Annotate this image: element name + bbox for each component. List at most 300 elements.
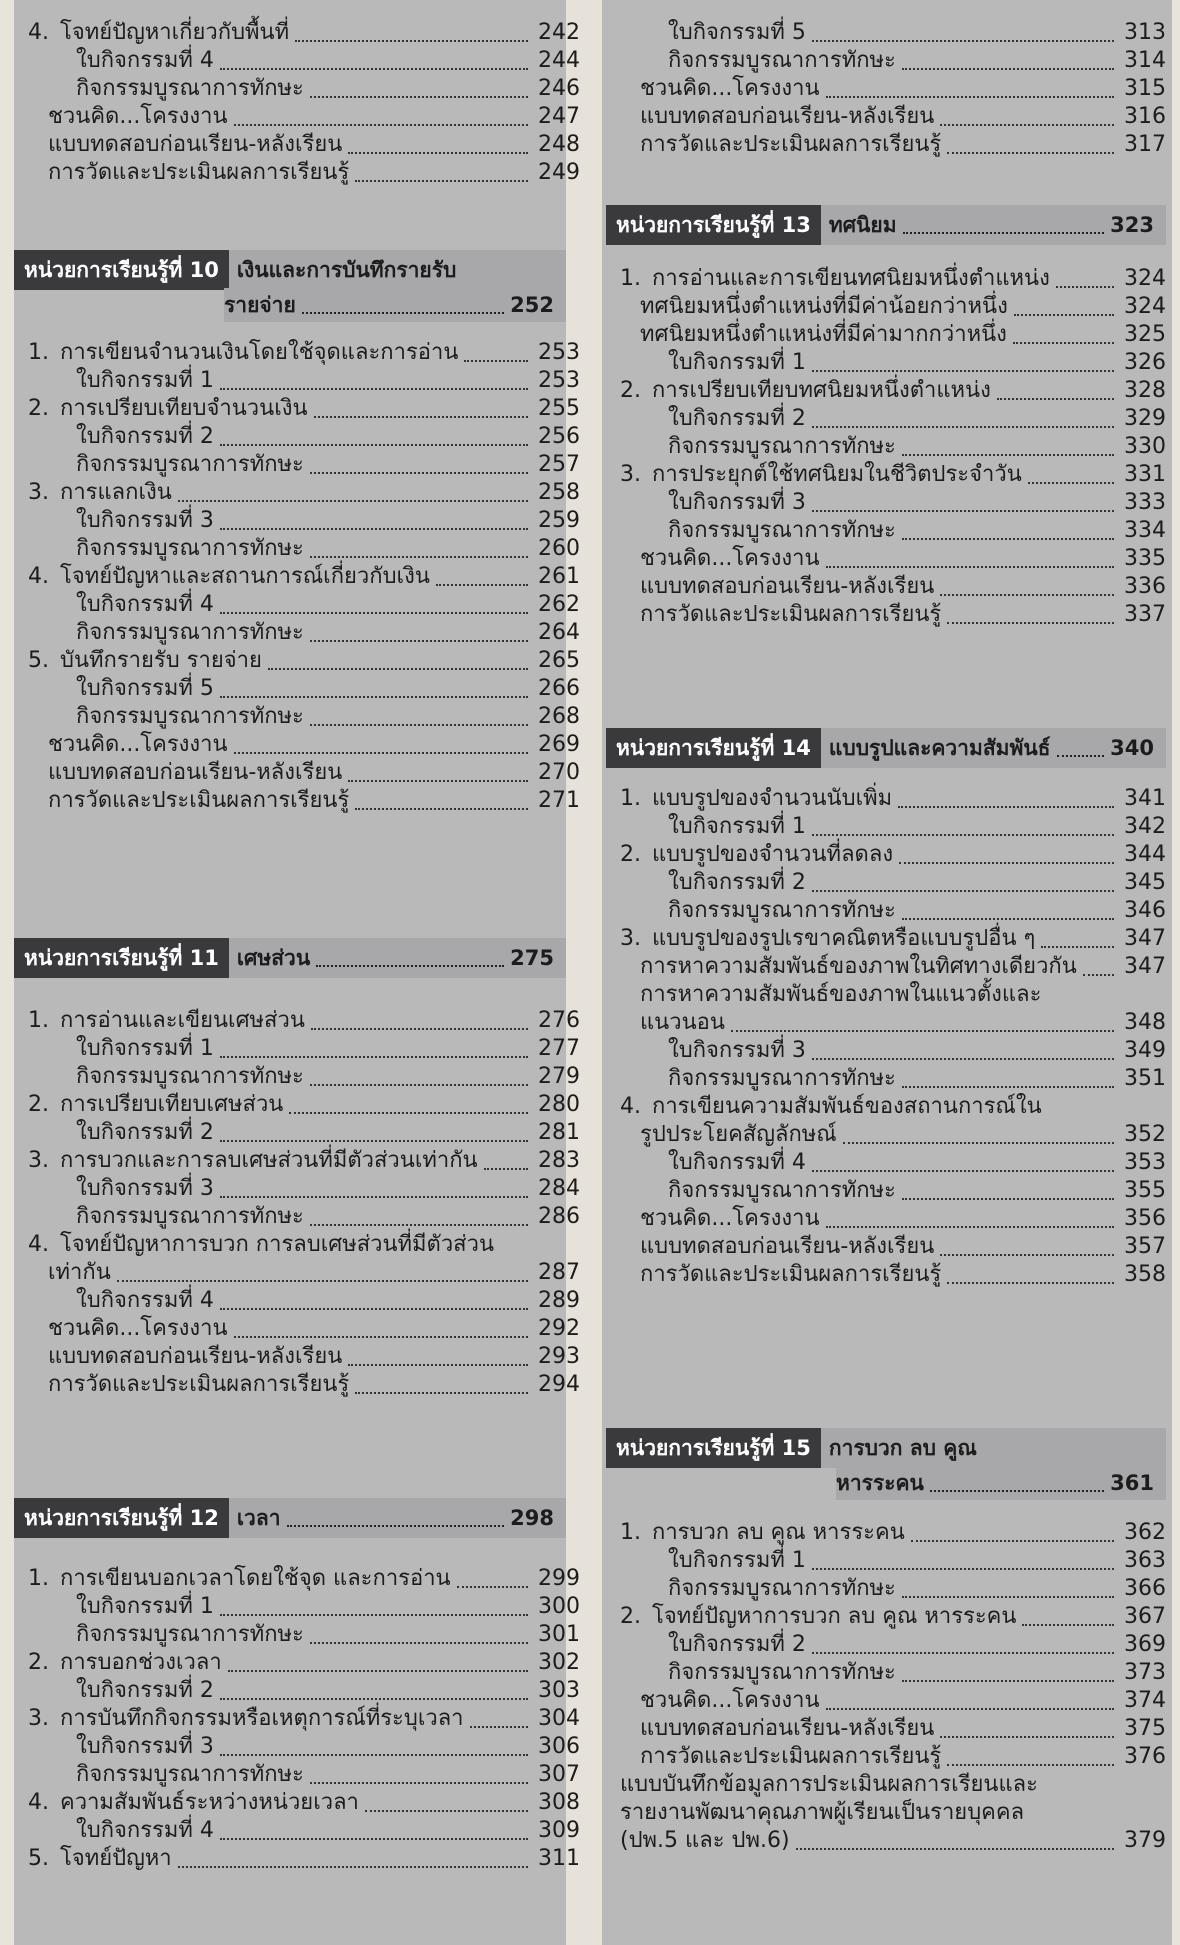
dot-leader [903, 232, 1105, 234]
toc-entry-number: 1. [28, 340, 49, 365]
toc-entry-page: 315 [1124, 76, 1166, 101]
toc-entry-page: 257 [538, 452, 580, 477]
unit-header[interactable] [606, 1428, 1166, 1468]
dot-leader [796, 1848, 1114, 1850]
toc-entry-title: ชวนคิด...โครงงาน [640, 1206, 820, 1231]
toc-entry-title: กิจกรรมบูรณาการทักษะ [668, 1576, 896, 1601]
toc-entry-page: 344 [1124, 842, 1166, 867]
dot-leader [310, 96, 528, 98]
toc-entry-title: แบบรูปของรูปเรขาคณิตหรือแบบรูปอื่น ๆ [652, 926, 1036, 951]
toc-entry-title: แบบบันทึกข้อมูลการประเมินผลการเรียนและ [620, 1772, 1038, 1797]
dot-leader [1013, 342, 1114, 344]
toc-entry-title: การหาความสัมพันธ์ของภาพในแนวตั้งและ [640, 982, 1042, 1007]
toc-entry-title: กิจกรรมบูรณาการทักษะ [668, 434, 896, 459]
dot-leader [470, 1726, 528, 1728]
dot-leader [947, 1764, 1114, 1766]
dot-leader [295, 40, 528, 42]
dot-leader [117, 1280, 528, 1282]
toc-entry-title: ใบกิจกรรมที่ 1 [76, 368, 214, 393]
toc-entry-page: 341 [1124, 786, 1166, 811]
toc-entry-title: ใบกิจกรรมที่ 2 [76, 1678, 214, 1703]
unit-title: เวลา [236, 1505, 281, 1530]
toc-entry-number: 5. [28, 1846, 49, 1871]
dot-leader [1022, 1624, 1114, 1626]
toc-entry-page: 280 [538, 1092, 580, 1117]
toc-entry-page: 299 [538, 1566, 580, 1591]
dot-leader [365, 1810, 528, 1812]
toc-entry-page: 348 [1124, 1010, 1166, 1035]
dot-leader [812, 510, 1114, 512]
toc-entry-number: 3. [28, 1148, 49, 1173]
dot-leader [812, 1058, 1114, 1060]
toc-entry[interactable] [48, 156, 580, 190]
toc-entry-title: โจทย์ปัญหา [60, 1846, 172, 1871]
unit-title: หารระคน [836, 1470, 924, 1495]
dot-leader [464, 360, 528, 362]
dot-leader [220, 612, 528, 614]
unit-header[interactable] [14, 1498, 566, 1538]
toc-entry-title: กิจกรรมบูรณาการทักษะ [668, 1660, 896, 1685]
toc-entry-page: 256 [538, 424, 580, 449]
toc-entry-page: 260 [538, 536, 580, 561]
dot-leader [310, 1782, 528, 1784]
unit-title: การบวก ลบ คูณ [828, 1435, 977, 1460]
toc-entry-number: 2. [620, 1604, 641, 1629]
toc-entry-page: 283 [538, 1148, 580, 1173]
toc-entry-page: 367 [1124, 1604, 1166, 1629]
toc-entry-title: ชวนคิด...โครงงาน [640, 546, 820, 571]
toc-entry-title: แบบรูปของจำนวนที่ลดลง [652, 842, 894, 867]
toc-entry-title: การเปรียบเทียบทศนิยมหนึ่งตำแหน่ง [652, 378, 991, 403]
dot-leader [812, 834, 1114, 836]
toc-entry-title: การบวกและการลบเศษส่วนที่มีตัวส่วนเท่ากัน [60, 1148, 478, 1173]
toc-entry-page: 247 [538, 104, 580, 129]
toc-entry-page: 363 [1124, 1548, 1166, 1573]
toc-entry-page: 248 [538, 132, 580, 157]
toc-entry-page: 289 [538, 1288, 580, 1313]
toc-entry-title: การวัดและประเมินผลการเรียนรู้ [48, 1372, 350, 1397]
toc-entry-page: 259 [538, 508, 580, 533]
unit-header[interactable] [606, 728, 1166, 768]
toc-entry-title: แบบทดสอบก่อนเรียน-หลังเรียน [640, 104, 935, 129]
toc-entry-title: กิจกรรมบูรณาการทักษะ [76, 76, 304, 101]
toc-entry-title: กิจกรรมบูรณาการทักษะ [668, 898, 896, 923]
dot-leader [484, 1168, 528, 1170]
toc-entry-title: การบวก ลบ คูณ หารระคน [652, 1520, 905, 1545]
dot-leader [902, 918, 1114, 920]
toc-entry-title: ใบกิจกรรมที่ 4 [76, 48, 214, 73]
dot-leader [220, 528, 528, 530]
toc-entry-page: 379 [1124, 1828, 1166, 1853]
toc-entry-page: 266 [538, 676, 580, 701]
unit-title: เงินและการบันทึกรายรับ [236, 257, 457, 282]
toc-entry-page: 324 [1124, 266, 1166, 291]
toc-entry-title: (ปพ.5 และ ปพ.6) [620, 1828, 790, 1853]
toc-entry-page: 255 [538, 396, 580, 421]
toc-entry-title: รูปประโยคสัญลักษณ์ [640, 1122, 837, 1147]
dot-leader [997, 398, 1114, 400]
dot-leader [902, 68, 1114, 70]
toc-entry-number: 1. [28, 1008, 49, 1033]
toc-entry-page: 307 [538, 1762, 580, 1787]
unit-header[interactable] [14, 250, 566, 290]
toc-entry-title: ใบกิจกรรมที่ 4 [76, 1288, 214, 1313]
dot-leader [311, 1028, 528, 1030]
toc-entry-page: 366 [1124, 1576, 1166, 1601]
dot-leader [826, 96, 1114, 98]
toc-entry[interactable] [28, 1842, 580, 1876]
dot-leader [178, 1866, 528, 1868]
dot-leader [940, 1736, 1114, 1738]
toc-entry-page: 351 [1124, 1066, 1166, 1091]
dot-leader [289, 1112, 528, 1114]
dot-leader [812, 1652, 1114, 1654]
toc-entry-page: 362 [1124, 1520, 1166, 1545]
dot-leader [826, 1226, 1114, 1228]
toc-entry-title: ใบกิจกรรมที่ 2 [668, 870, 806, 895]
toc-entry-page: 376 [1124, 1744, 1166, 1769]
toc-entry-page: 373 [1124, 1660, 1166, 1685]
dot-leader [940, 594, 1114, 596]
toc-entry-page: 325 [1124, 322, 1166, 347]
toc-entry-number: 2. [28, 396, 49, 421]
dot-leader [1056, 286, 1114, 288]
toc-entry-page: 268 [538, 704, 580, 729]
toc-entry-title: กิจกรรมบูรณาการทักษะ [76, 1762, 304, 1787]
toc-entry-number: 1. [28, 1566, 49, 1591]
toc-entry-page: 316 [1124, 104, 1166, 129]
unit-label: หน่วยการเรียนรู้ที่ 15 [606, 1428, 821, 1468]
toc-entry-title: ชวนคิด...โครงงาน [640, 1688, 820, 1713]
toc-entry-title: กิจกรรมบูรณาการทักษะ [76, 704, 304, 729]
toc-entry-title: กิจกรรมบูรณาการทักษะ [76, 452, 304, 477]
toc-entry-title: การเขียนจำนวนเงินโดยใช้จุดและการอ่าน [60, 340, 459, 365]
dot-leader [812, 1568, 1114, 1570]
toc-entry-title: ใบกิจกรรมที่ 2 [76, 1120, 214, 1145]
dot-leader [1041, 946, 1114, 948]
toc-entry-title: การวัดและประเมินผลการเรียนรู้ [640, 132, 942, 157]
dot-leader [812, 426, 1114, 428]
dot-leader [302, 312, 504, 314]
toc-entry-title: การวัดและประเมินผลการเรียนรู้ [640, 602, 942, 627]
toc-entry-page: 314 [1124, 48, 1166, 73]
toc-entry-title: กิจกรรมบูรณาการทักษะ [76, 620, 304, 645]
toc-entry-title: ใบกิจกรรมที่ 3 [76, 1176, 214, 1201]
toc-entry-page: 244 [538, 48, 580, 73]
unit-page: 275 [510, 946, 554, 970]
dot-leader [930, 1490, 1104, 1492]
dot-leader [902, 1198, 1114, 1200]
dot-leader [310, 1642, 528, 1644]
unit-page: 361 [1110, 1471, 1154, 1495]
toc-entry-title: แบบทดสอบก่อนเรียน-หลังเรียน [48, 760, 343, 785]
toc-entry-title: ใบกิจกรรมที่ 2 [668, 406, 806, 431]
toc-entry-page: 258 [538, 480, 580, 505]
toc-entry-page: 300 [538, 1594, 580, 1619]
toc-entry-page: 294 [538, 1372, 580, 1397]
dot-leader [436, 584, 528, 586]
toc-entry-title: ใบกิจกรรมที่ 1 [668, 814, 806, 839]
unit-label: หน่วยการเรียนรู้ที่ 14 [606, 728, 821, 768]
dot-leader [220, 1754, 528, 1756]
toc-entry-title: กิจกรรมบูรณาการทักษะ [668, 518, 896, 543]
unit-label: หน่วยการเรียนรู้ที่ 13 [606, 205, 821, 245]
toc-entry-title: กิจกรรมบูรณาการทักษะ [668, 48, 896, 73]
toc-entry-number: 5. [28, 648, 49, 673]
toc-entry-number: 2. [28, 1650, 49, 1675]
dot-leader [355, 180, 528, 182]
toc-entry-title: ทศนิยมหนึ่งตำแหน่งที่มีค่าน้อยกว่าหนึ่ง [640, 294, 1008, 319]
toc-entry-number: 4. [28, 20, 49, 45]
dot-leader [947, 152, 1114, 154]
dot-leader [220, 1614, 528, 1616]
toc-entry-title: การวัดและประเมินผลการเรียนรู้ [48, 160, 350, 185]
toc-entry-title: การบันทึกกิจกรรมหรือเหตุการณ์ที่ระบุเวลา [60, 1706, 464, 1731]
toc-entry-page: 302 [538, 1650, 580, 1675]
dot-leader [220, 388, 528, 390]
toc-entry-page: 308 [538, 1790, 580, 1815]
toc-entry-page: 336 [1124, 574, 1166, 599]
toc-entry-title: โจทย์ปัญหาการบวก ลบ คูณ หารระคน [652, 1604, 1017, 1629]
toc-entry-page: 261 [538, 564, 580, 589]
toc-entry-page: 345 [1124, 870, 1166, 895]
dot-leader [220, 1056, 528, 1058]
toc-entry-page: 313 [1124, 20, 1166, 45]
toc-entry-number: 4. [620, 1094, 641, 1119]
unit-title: เศษส่วน [236, 945, 311, 970]
toc-entry-page: 347 [1124, 926, 1166, 951]
dot-leader [348, 780, 528, 782]
toc-entry-page: 309 [538, 1818, 580, 1843]
toc-entry-title: การประยุกต์ใช้ทศนิยมในชีวิตประจำวัน [652, 462, 1022, 487]
toc-entry-page: 347 [1124, 954, 1166, 979]
unit-label: หน่วยการเรียนรู้ที่ 10 [14, 250, 229, 290]
toc-entry-number: 2. [28, 1092, 49, 1117]
toc-entry-title: ใบกิจกรรมที่ 1 [76, 1036, 214, 1061]
toc-entry-page: 249 [538, 160, 580, 185]
toc-entry[interactable] [640, 598, 1166, 632]
unit-page: 298 [510, 1506, 554, 1530]
unit-label: หน่วยการเรียนรู้ที่ 12 [14, 1498, 229, 1538]
toc-entry-title: กิจกรรมบูรณาการทักษะ [668, 1178, 896, 1203]
dot-leader [812, 890, 1114, 892]
toc-entry-number: 2. [620, 842, 641, 867]
toc-entry-number: 3. [620, 926, 641, 951]
toc-entry-page: 355 [1124, 1178, 1166, 1203]
dot-leader [902, 1596, 1114, 1598]
dot-leader [348, 1364, 528, 1366]
unit-page: 323 [1110, 213, 1154, 237]
toc-entry-title: กิจกรรมบูรณาการทักษะ [76, 1064, 304, 1089]
dot-leader [316, 965, 504, 967]
toc-entry-title: แบบรูปของจำนวนนับเพิ่ม [652, 786, 893, 811]
toc-entry-title: กิจกรรมบูรณาการทักษะ [76, 1622, 304, 1647]
dot-leader [899, 862, 1114, 864]
toc-entry-page: 369 [1124, 1632, 1166, 1657]
dot-leader [902, 1086, 1114, 1088]
dot-leader [812, 40, 1114, 42]
dot-leader [314, 416, 529, 418]
toc-entry-title: ใบกิจกรรมที่ 2 [668, 1632, 806, 1657]
toc-entry-page: 277 [538, 1036, 580, 1061]
toc-entry-title: การบอกช่วงเวลา [60, 1650, 222, 1675]
toc-entry-number: 3. [28, 480, 49, 505]
toc-entry-page: 337 [1124, 602, 1166, 627]
toc-entry-page: 346 [1124, 898, 1166, 923]
toc-entry-number: 4. [28, 1232, 49, 1257]
toc-entry-title: การเขียนบอกเวลาโดยใช้จุด และการอ่าน [60, 1566, 451, 1591]
toc-entry-title: ใบกิจกรรมที่ 4 [76, 1818, 214, 1843]
toc-entry-page: 324 [1124, 294, 1166, 319]
dot-leader [220, 1140, 528, 1142]
toc-entry-page: 353 [1124, 1150, 1166, 1175]
toc-entry-number: 4. [28, 564, 49, 589]
toc-entry-page: 330 [1124, 434, 1166, 459]
toc-entry-page: 301 [538, 1622, 580, 1647]
toc-entry-page: 326 [1124, 350, 1166, 375]
dot-leader [731, 1030, 1114, 1032]
toc-entry-title: ใบกิจกรรมที่ 3 [668, 1038, 806, 1063]
toc-entry-page: 352 [1124, 1122, 1166, 1147]
dot-leader [310, 640, 528, 642]
toc-entry-page: 264 [538, 620, 580, 645]
toc-entry-page: 356 [1124, 1206, 1166, 1231]
toc-entry-title: กิจกรรมบูรณาการทักษะ [76, 536, 304, 561]
toc-entry-title: การอ่านและเขียนเศษส่วน [60, 1008, 305, 1033]
toc-entry-title: รายงานพัฒนาคุณภาพผู้เรียนเป็นรายบุคคล [620, 1800, 1025, 1825]
dot-leader [826, 1708, 1114, 1710]
toc-entry-number: 1. [620, 266, 641, 291]
toc-entry-number: 1. [620, 1520, 641, 1545]
dot-leader [234, 1336, 528, 1338]
toc-entry-title: แบบทดสอบก่อนเรียน-หลังเรียน [640, 1234, 935, 1259]
toc-entry-title: ใบกิจกรรมที่ 2 [76, 424, 214, 449]
dot-leader [812, 370, 1114, 372]
dot-leader [220, 696, 528, 698]
unit-header[interactable] [606, 205, 1166, 245]
toc-entry-number: 3. [28, 1706, 49, 1731]
dot-leader [220, 1196, 528, 1198]
dot-leader [1083, 974, 1114, 976]
toc-entry-page: 331 [1124, 462, 1166, 487]
dot-leader [1028, 482, 1114, 484]
dot-leader [228, 1670, 528, 1672]
toc-entry-page: 306 [538, 1734, 580, 1759]
toc-entry[interactable] [620, 1824, 1166, 1858]
dot-leader [310, 556, 528, 558]
toc-entry-title: การเปรียบเทียบเศษส่วน [60, 1092, 284, 1117]
toc-entry-page: 374 [1124, 1688, 1166, 1713]
unit-header[interactable] [14, 938, 566, 978]
toc-entry-title: การหาความสัมพันธ์ของภาพในทิศทางเดียวกัน [640, 954, 1077, 979]
dot-leader [947, 1282, 1114, 1284]
dot-leader [220, 1698, 528, 1700]
toc-entry-title: ใบกิจกรรมที่ 3 [76, 1734, 214, 1759]
dot-leader [268, 668, 528, 670]
toc-entry-page: 253 [538, 368, 580, 393]
toc-entry-title: กิจกรรมบูรณาการทักษะ [76, 1204, 304, 1229]
toc-entry-page: 281 [538, 1120, 580, 1145]
toc-entry-number: 3. [620, 462, 641, 487]
toc-entry-title: โจทย์ปัญหาและสถานการณ์เกี่ยวกับเงิน [60, 564, 430, 589]
dot-leader [310, 1224, 528, 1226]
toc-entry-page: 304 [538, 1706, 580, 1731]
dot-leader [902, 454, 1114, 456]
unit-page: 340 [1110, 736, 1154, 760]
unit-title: แบบรูปและความสัมพันธ์ [828, 735, 1051, 760]
toc-entry-title: ใบกิจกรรมที่ 4 [76, 592, 214, 617]
dot-leader [1057, 755, 1105, 757]
toc-entry-page: 276 [538, 1008, 580, 1033]
toc-entry-title: ใบกิจกรรมที่ 1 [76, 1594, 214, 1619]
dot-leader [826, 566, 1114, 568]
toc-entry-page: 317 [1124, 132, 1166, 157]
dot-leader [940, 1254, 1114, 1256]
unit-title: ทศนิยม [828, 212, 897, 237]
toc-entry-title: แบบทดสอบก่อนเรียน-หลังเรียน [640, 574, 935, 599]
dot-leader [1014, 314, 1114, 316]
dot-leader [911, 1540, 1114, 1542]
dot-leader [178, 500, 528, 502]
toc-entry-title: ใบกิจกรรมที่ 1 [668, 1548, 806, 1573]
unit-header-continued [836, 1466, 1166, 1500]
toc-entry-title: ใบกิจกรรมที่ 5 [76, 676, 214, 701]
toc-entry[interactable] [48, 784, 580, 818]
toc-entry-page: 242 [538, 20, 580, 45]
toc-entry-page: 269 [538, 732, 580, 757]
toc-entry-page: 265 [538, 648, 580, 673]
toc-entry-title: การเขียนความสัมพันธ์ของสถานการณ์ใน [652, 1094, 1042, 1119]
toc-entry-page: 303 [538, 1678, 580, 1703]
toc-entry-page: 334 [1124, 518, 1166, 543]
toc-entry-page: 279 [538, 1064, 580, 1089]
toc-entry[interactable] [48, 1368, 580, 1402]
dot-leader [287, 1525, 505, 1527]
toc-entry-page: 246 [538, 76, 580, 101]
toc-entry-page: 342 [1124, 814, 1166, 839]
dot-leader [310, 472, 528, 474]
dot-leader [220, 1308, 528, 1310]
toc-entry-title: การเปรียบเทียบจำนวนเงิน [60, 396, 308, 421]
toc-entry[interactable] [640, 1258, 1166, 1292]
toc-entry-title: ความสัมพันธ์ระหว่างหน่วยเวลา [60, 1790, 359, 1815]
toc-entry-page: 293 [538, 1344, 580, 1369]
dot-leader [843, 1142, 1114, 1144]
unit-title: รายจ่าย [224, 292, 296, 317]
toc-entry-title: โจทย์ปัญหาการบวก การลบเศษส่วนที่มีตัวส่วน [60, 1232, 494, 1257]
toc-entry-page: 329 [1124, 406, 1166, 431]
toc-entry-title: ชวนคิด...โครงงาน [48, 1316, 228, 1341]
toc-entry-title: การแลกเงิน [60, 480, 172, 505]
toc-entry-title: การวัดและประเมินผลการเรียนรู้ [48, 788, 350, 813]
toc-entry-title: แบบทดสอบก่อนเรียน-หลังเรียน [48, 1344, 343, 1369]
toc-entry-title: ใบกิจกรรมที่ 3 [76, 508, 214, 533]
toc-entry-page: 375 [1124, 1716, 1166, 1741]
dot-leader [348, 152, 528, 154]
toc-entry-title: ใบกิจกรรมที่ 1 [668, 350, 806, 375]
toc-entry[interactable] [640, 128, 1166, 162]
dot-leader [234, 752, 528, 754]
toc-entry-title: โจทย์ปัญหาเกี่ยวกับพื้นที่ [60, 20, 290, 45]
dot-leader [220, 68, 528, 70]
toc-entry-title: ใบกิจกรรมที่ 3 [668, 490, 806, 515]
toc-entry-title: แบบทดสอบก่อนเรียน-หลังเรียน [48, 132, 343, 157]
toc-entry-title: ใบกิจกรรมที่ 4 [668, 1150, 806, 1175]
unit-header-continued [224, 288, 566, 322]
toc-entry-page: 311 [538, 1846, 580, 1871]
toc-entry-title: การวัดและประเมินผลการเรียนรู้ [640, 1744, 942, 1769]
toc-entry-title: ชวนคิด...โครงงาน [48, 104, 228, 129]
